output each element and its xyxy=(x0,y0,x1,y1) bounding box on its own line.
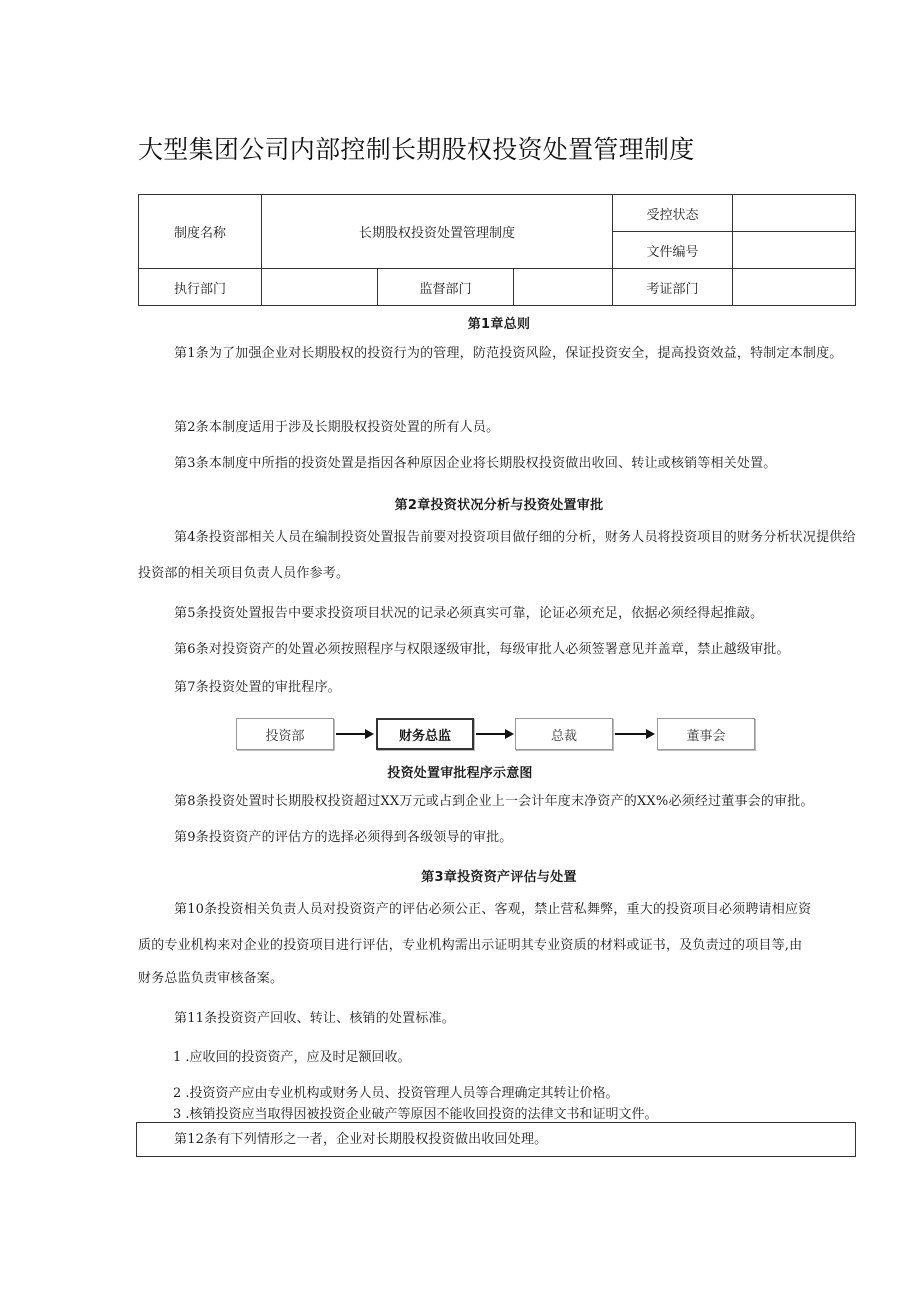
flow-caption: 投资处置审批程序示意图 xyxy=(387,766,533,781)
supervise-dept-label: 监督部门 xyxy=(378,269,514,306)
flow-step-president: 总裁 xyxy=(515,718,613,750)
article-10-line-3: 财务总监负责审核备案。 xyxy=(138,971,284,986)
file-number-value xyxy=(733,232,856,269)
supervise-dept-value xyxy=(514,269,613,306)
article-9: 第9条投资资产的评估方的选择必须得到各级领导的审批。 xyxy=(174,830,513,845)
list-item: 3 .核销投资应当取得因被投资企业破产等原因不能收回投资的法律文书和证明文件。 xyxy=(173,1107,658,1122)
list-item: 2 .投资资产应由专业机构或财务人员、投资管理人员等合理确定其转让价格。 xyxy=(173,1086,619,1101)
file-number-label: 文件编号 xyxy=(613,232,733,269)
audit-dept-value xyxy=(733,269,856,306)
article-12: 第12条有下列情形之一者，企业对长期股权投资做出收回处理。 xyxy=(174,1132,548,1147)
list-item: 1 .应收回的投资资产，应及时足额回收。 xyxy=(173,1050,411,1065)
article-1: 第1条为了加强企业对长期股权的投资行为的管理，防范投资风险，保证投资安全，提高投资效益，特制定本制度。 xyxy=(174,346,843,361)
control-status-label: 受控状态 xyxy=(613,195,733,232)
flow-step-board: 董事会 xyxy=(657,718,755,750)
policy-name-label: 制度名称 xyxy=(139,195,262,269)
article-11: 第11条投资资产回收、转让、核销的处置标准。 xyxy=(174,1011,455,1026)
flow-arrow-icon xyxy=(476,733,512,735)
control-status-value xyxy=(733,195,856,232)
approval-flow-diagram xyxy=(236,714,758,756)
document-title: 大型集团公司内部控制长期股权投资处置管理制度 xyxy=(138,135,695,164)
exec-dept-value xyxy=(262,269,378,306)
article-2: 第2条本制度适用于涉及长期股权投资处置的所有人员。 xyxy=(174,420,500,435)
article-7: 第7条投资处置的审批程序。 xyxy=(174,680,341,695)
chapter-3-heading: 第3章投资资产评估与处置 xyxy=(421,870,577,885)
flow-arrow-icon xyxy=(336,733,372,735)
policy-name-value: 长期股权投资处置管理制度 xyxy=(262,195,613,269)
article-8: 第8条投资处置时长期股权投资超过XX万元或占到企业上一会计年度末净资产的XX%必须经过董事会的审批。 xyxy=(174,794,814,809)
exec-dept-label: 执行部门 xyxy=(139,269,262,306)
policy-meta-table xyxy=(138,194,856,306)
flow-step-cfo: 财务总监 xyxy=(376,718,474,750)
article-10-line-2: 质的专业机构来对企业的投资项目进行评估，专业机构需出示证明其专业资质的材料或证书，及负责过的项目等,由 xyxy=(138,938,803,953)
flow-step-investment-dept: 投资部 xyxy=(236,718,334,750)
article-4: 第4条投资部相关人员在编制投资处置报告前要对投资项目做仔细的分析，财务人员将投资项目的财务分析状况提供给投资部的相关项目负责人员作参考。 xyxy=(138,530,856,581)
chapter-1-heading: 第1章总则 xyxy=(467,317,531,332)
article-5: 第5条投资处置报告中要求投资项目状况的记录必须真实可靠，论证必须充足，依据必须经得起推敲。 xyxy=(174,606,764,621)
flow-arrow-icon xyxy=(615,733,653,735)
article-10-line-1: 第10条投资相关负责人员对投资资产的评估必须公正、客观，禁止营私舞弊，重大的投资项目必须聘请相应资 xyxy=(174,902,812,917)
article-6: 第6条对投资资产的处置必须按照程序与权限逐级审批，每级审批人必须签署意见并盖章，禁止越级审批。 xyxy=(174,642,790,657)
chapter-2-heading: 第2章投资状况分析与投资处置审批 xyxy=(394,498,604,513)
article-3: 第3条本制度中所指的投资处置是指因各种原因企业将长期股权投资做出收回、转让或核销等相关处置。 xyxy=(174,456,777,471)
audit-dept-label: 考证部门 xyxy=(613,269,733,306)
